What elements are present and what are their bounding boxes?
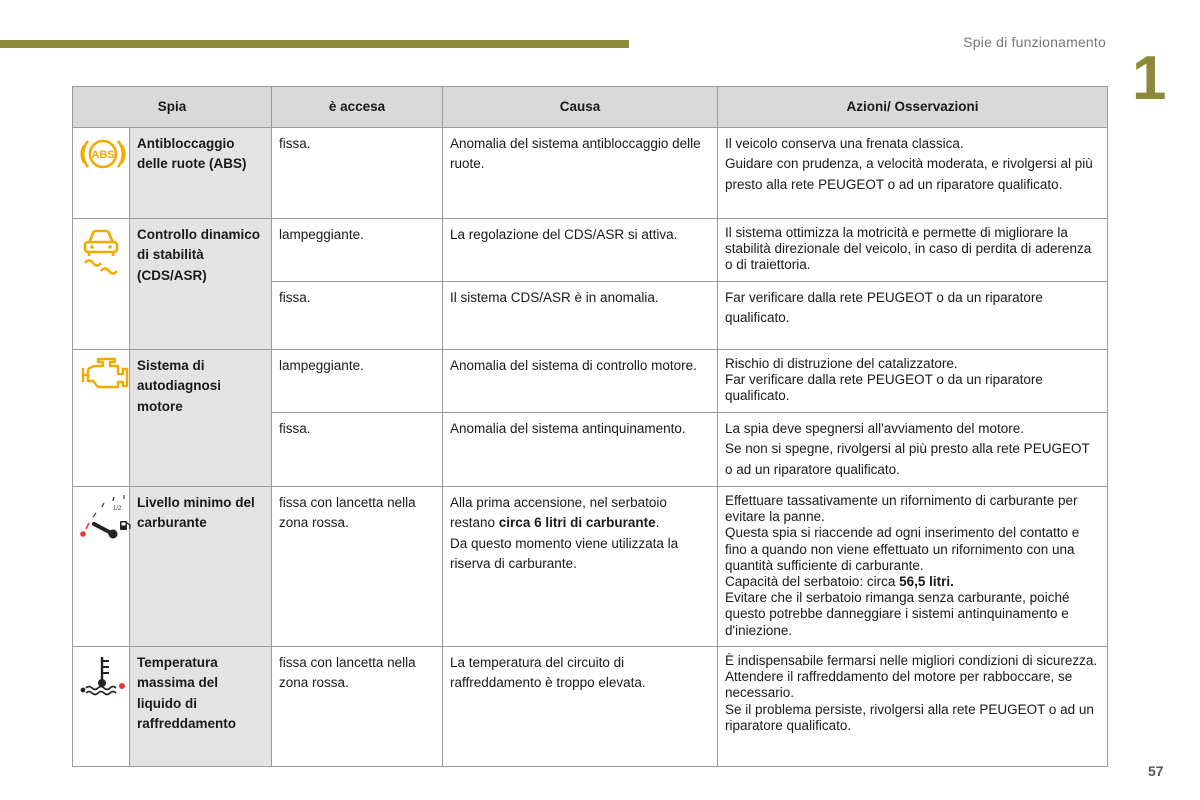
cause-text: Da questo momento viene utilizzata la riserva di carburante. — [450, 535, 679, 571]
cause-cell — [443, 487, 718, 647]
status-cell: fissa. — [272, 128, 443, 219]
warning-name: Antibloccaggio delle ruote (ABS) — [130, 128, 272, 219]
action-text: Effettuare tassativamente un rifornimento di carburante per evitare la panne. — [725, 493, 1078, 525]
cause-cell: Anomalia del sistema antibloccaggio delle ruote. — [443, 128, 718, 219]
icon-cell — [73, 219, 130, 350]
table-header-row — [73, 87, 1108, 128]
status-cell: fissa con lancetta nella zona rossa. — [272, 487, 443, 647]
action-text: Guidare con prudenza, a velocità moderata, e rivolgersi al più presto alla rete PEUGEOT o ad un riparatore qualificato. — [725, 156, 1093, 192]
cause-text: . — [655, 515, 660, 531]
action-text: Rischio di distruzione del catalizzatore. — [725, 356, 958, 371]
action-cell — [718, 350, 1108, 413]
warning-name: Livello minimo del carburante — [130, 487, 272, 647]
section-title: Spie di funzionamento — [963, 34, 1106, 50]
action-text: Far verificare dalla rete PEUGEOT o da un riparatore qualificato. — [725, 372, 1043, 404]
cause-highlight: circa 6 litri di carburante — [498, 515, 656, 531]
icon-cell — [73, 487, 130, 647]
icon-cell — [73, 647, 130, 767]
action-text: Attendere il raffreddamento del motore per rabboccare, se necessario. — [725, 669, 1073, 701]
action-cell — [718, 487, 1108, 647]
cause-cell: Il sistema CDS/ASR è in anomalia. — [443, 282, 718, 350]
action-text — [725, 574, 1100, 590]
action-text: Questa spia si riaccende ad ogni inserimento del contatto e fino a quando non viene effettuato un rifornimento con una quantità sufficiente di carburante. — [725, 525, 1080, 573]
column-header-actions: Azioni/ Osservazioni — [718, 87, 1108, 128]
chapter-number: 1 — [1132, 44, 1167, 113]
status-cell: fissa con lancetta nella zona rossa. — [272, 647, 443, 767]
gauge-half-label: 1/2 — [113, 506, 122, 512]
svg-text:ABS: ABS — [91, 149, 115, 161]
engine-check-icon — [80, 356, 130, 398]
status-cell: fissa. — [272, 413, 443, 487]
abs-warning-icon — [80, 134, 126, 180]
icon-cell — [73, 350, 130, 487]
table-row — [73, 487, 1108, 647]
top-accent-bar — [0, 40, 629, 48]
action-cell — [718, 128, 1108, 219]
table-row — [73, 128, 1108, 219]
capacity-value: 56,5 litri. — [899, 573, 954, 589]
column-header-cause: Causa — [443, 87, 718, 128]
table-row — [73, 350, 1108, 413]
icon-cell — [73, 128, 130, 219]
cause-text: Alla prima accensione, nel serbatoio restano — [450, 495, 667, 531]
action-cell — [718, 413, 1108, 487]
action-text: Evitare che il serbatoio rimanga senza carburante, poiché questo potrebbe danneggiare i sistemi antinquinamento e d'iniezione. — [725, 590, 1070, 638]
action-cell: Il sistema ottimizza la motricità e permette di migliorare la stabilità direzionale del veicolo, in caso di perdita di aderenza o di traiettoria. — [718, 219, 1108, 282]
cause-cell: Anomalia del sistema antinquinamento. — [443, 413, 718, 487]
column-header-spia: Spia — [73, 87, 272, 128]
skidding-car-icon — [80, 225, 122, 281]
status-cell: lampeggiante. — [272, 350, 443, 413]
action-text: Il veicolo conserva una frenata classica. — [725, 136, 964, 151]
table-row — [73, 219, 1108, 282]
action-text: La spia deve spegnersi all'avviamento del motore. — [725, 421, 1025, 436]
status-cell: lampeggiante. — [272, 219, 443, 282]
capacity-label: Capacità del serbatoio: circa — [725, 573, 900, 589]
status-cell: fissa. — [272, 282, 443, 350]
warning-name: Controllo dinamico di stabilità (CDS/ASR) — [130, 219, 272, 350]
action-cell — [718, 647, 1108, 767]
warning-lights-table — [72, 86, 1108, 767]
fuel-gauge-icon — [80, 493, 132, 545]
action-text: Se il problema persiste, rivolgersi alla rete PEUGEOT o ad un riparatore qualificato. — [725, 701, 1094, 733]
page-number: 57 — [1148, 763, 1164, 779]
cause-cell: Anomalia del sistema di controllo motore. — [443, 350, 718, 413]
warning-name: Temperatura massima del liquido di raffreddamento — [130, 647, 272, 767]
coolant-temperature-icon — [80, 653, 126, 705]
cause-cell: La temperatura del circuito di raffreddamento è troppo elevata. — [443, 647, 718, 767]
column-header-status: è accesa — [272, 87, 443, 128]
cause-cell: La regolazione del CDS/ASR si attiva. — [443, 219, 718, 282]
action-cell: Far verificare dalla rete PEUGEOT o da un riparatore qualificato. — [718, 282, 1108, 350]
warning-name: Sistema di autodiagnosi motore — [130, 350, 272, 487]
table-row — [73, 647, 1108, 767]
action-text: È indispensabile fermarsi nelle migliori condizioni di sicurezza. — [725, 653, 1098, 668]
action-text: Se non si spegne, rivolgersi al più presto alla rete PEUGEOT o ad un riparatore qualificato. — [725, 441, 1090, 477]
